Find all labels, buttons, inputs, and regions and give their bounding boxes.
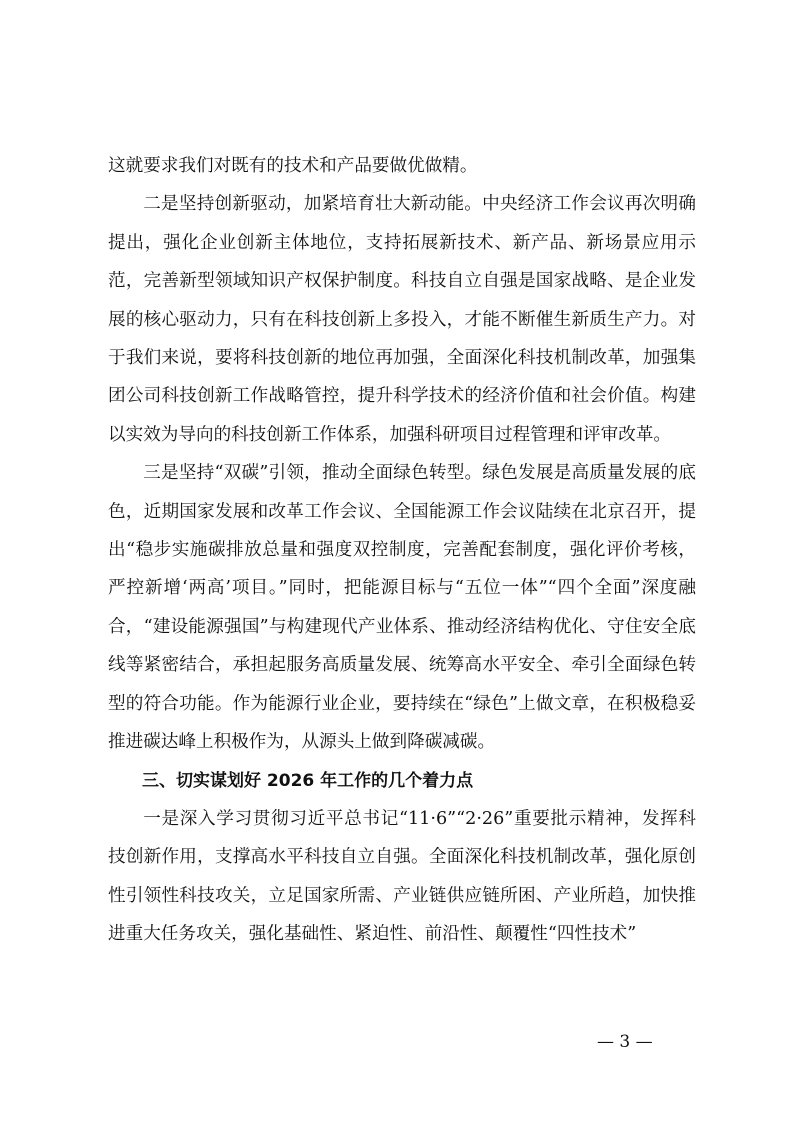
paragraph-dual-carbon: 三是坚持“双碳”引领，推动全面绿色转型。绿色发展是高质量发展的底色，近期国家发展和改革工作会议、全国能源工作会议陆续在北京召开，提出“稳步实施碳排放总量和强度双控制度，完善配套制度，强化评价考核，严控新增‘两高’项目。”同时，把能源目标与“五位一体”“四个全面”深度融合，“建设能源强国”与构建现代产业体系、推动经济结构优化、守住安全底线等紧密结合，承担起服务高质量发展、统筹高水平安全、牵引全面绿色转型的符合功能。作为能源行业企业，要持续在“绿色”上做文章，在积极稳妥推进碳达峰上积极作为，从源头上做到降碳减碳。 — [108, 463, 696, 753]
paragraph-innovation-driven: 二是坚持创新驱动，加紧培育壮大新动能。中央经济工作会议再次明确提出，强化企业创新主体地位，支持拓展新技术、新产品、新场景应用示范，完善新型领域知识产权保护制度。科技自立自强是国家战略、是企业发展的核心驱动力，只有在科技创新上多投入，才能不断催生新质生产力。对于我们来说，要将科技创新的地位再加强，全面深化科技机制改革，加强集团公司科技创新工作战略管控，提升科学技术的经济价值和社会价值。构建以实效为导向的科技创新工作体系，加强科研项目过程管理和评审改革。 — [108, 194, 696, 445]
page-number: — 3 — — [597, 1032, 653, 1052]
section-heading: 三、切实谋划好 2026 年工作的几个着力点 — [142, 770, 474, 791]
document-body — [108, 147, 696, 954]
paragraph-continuation: 这就要求我们对既有的技术和产品要做优做精。 — [108, 156, 478, 176]
paragraph-key-points-first: 一是深入学习贯彻习近平总书记“11·6”“2·26”重要批示精神，发挥科技创新作用，支撑高水平科技自立自强。全面深化科技机制改革，强化原创性引领性科技攻关，立足国家所需、产业链供应链所困、产业所趋，加快推进重大任务攻关，强化基础性、紧迫性、前沿性、颠覆性“四性技术” — [108, 808, 696, 945]
